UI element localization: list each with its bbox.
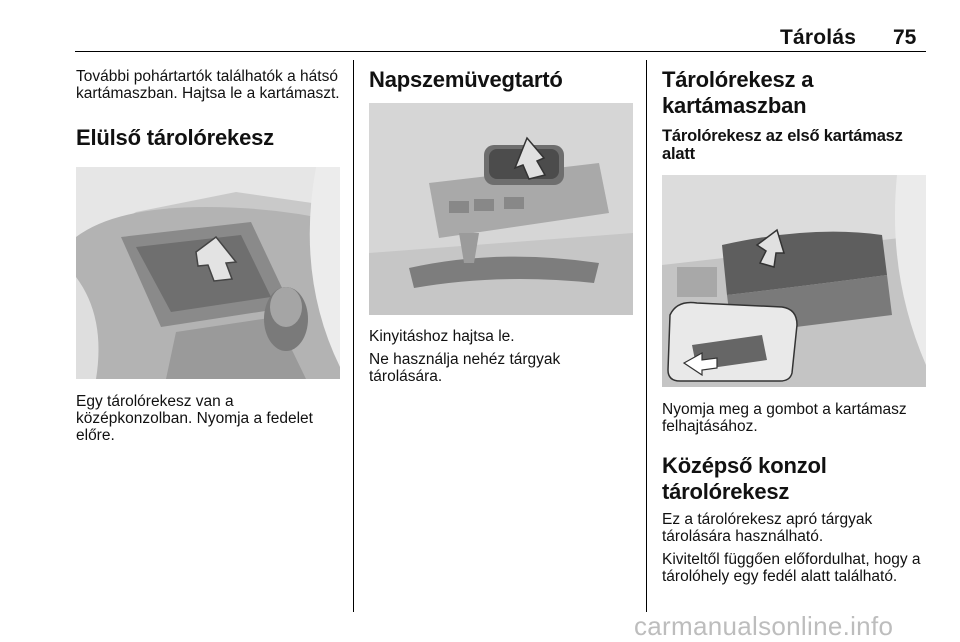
sunglasses-para-2: Ne használja nehéz tárgyak tárolására.	[369, 351, 561, 385]
front-storage-illustration	[76, 167, 340, 379]
column-divider-1	[353, 60, 354, 612]
center-console-para-1: Ez a tárolórekesz apró tárgyak tárolására használható.	[662, 511, 873, 545]
subheading-front-armrest: Tárolórekesz az első kartámasz alatt	[662, 127, 903, 163]
column-divider-2	[646, 60, 647, 612]
header-rule	[75, 51, 926, 52]
section-heading-armrest: Tárolórekesz a kartámaszban	[662, 67, 814, 118]
intro-paragraph: További pohártartók találhatók a hátsó kartámaszban. Hajtsa le a kartámaszt.	[76, 68, 340, 102]
column-armrest-storage	[662, 64, 927, 585]
center-console-para-2: Kiviteltől függően előfordulhat, hogy a tárolóhely egy fedél alatt található.	[662, 551, 921, 585]
armrest-caption: Nyomja meg a gombot a kartámasz felhajtásához.	[662, 401, 907, 435]
watermark: carmanualsonline.info	[634, 611, 894, 641]
page-title: Tárolás	[780, 26, 857, 49]
section-heading-sunglasses: Napszemüvegtartó	[369, 67, 563, 92]
sunglasses-holder-illustration	[369, 103, 633, 315]
section-heading-center-console: Középső konzol tárolórekesz	[662, 453, 827, 504]
column-front-storage	[76, 64, 341, 444]
section-heading-front-storage: Elülső tárolórekesz	[76, 125, 274, 150]
page-number: 75	[893, 26, 917, 49]
column-sunglasses-holder	[369, 64, 633, 385]
front-storage-caption: Egy tárolórekesz van a középkonzolban. Nyomja a fedelet előre.	[76, 393, 313, 444]
sunglasses-para-1: Kinyitáshoz hajtsa le.	[369, 328, 515, 345]
armrest-illustration	[662, 175, 926, 387]
